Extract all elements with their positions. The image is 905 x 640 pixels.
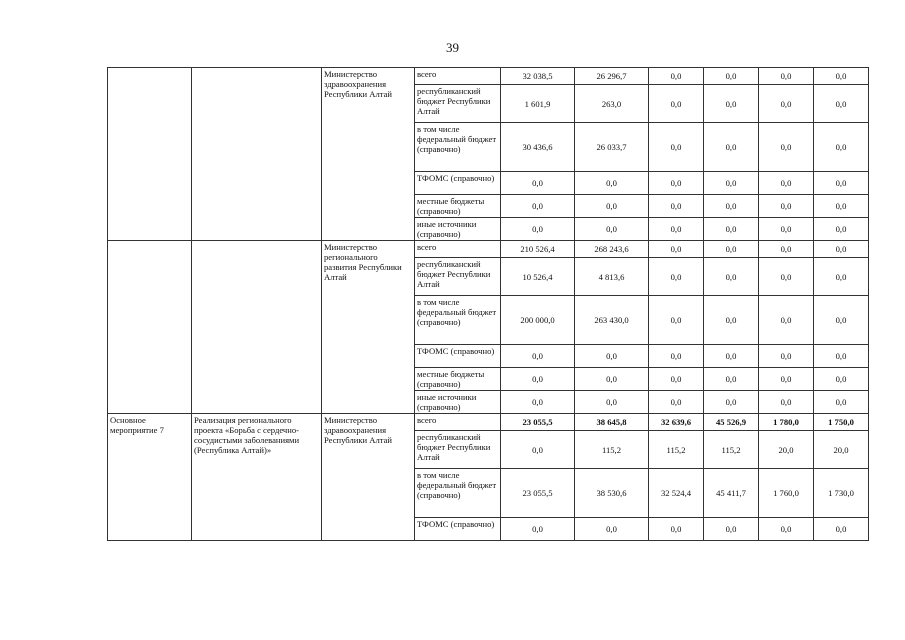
amount-cell: 0,0: [649, 258, 704, 296]
amount-cell: 0,0: [704, 518, 759, 541]
amount-cell: 45 526,9: [704, 414, 759, 431]
amount-cell: 0,0: [501, 391, 575, 414]
amount-cell: 0,0: [759, 85, 814, 123]
funding-source-cell: всего: [415, 414, 501, 431]
amount-cell: 4 813,6: [575, 258, 649, 296]
amount-cell: 0,0: [814, 195, 869, 218]
amount-cell: 0,0: [501, 518, 575, 541]
amount-cell: 0,0: [501, 368, 575, 391]
amount-cell: 0,0: [759, 195, 814, 218]
amount-cell: 1 760,0: [759, 469, 814, 518]
amount-cell: 0,0: [704, 195, 759, 218]
amount-cell: 0,0: [575, 518, 649, 541]
amount-cell: 0,0: [649, 296, 704, 345]
amount-cell: 23 055,5: [501, 414, 575, 431]
amount-cell: 0,0: [814, 258, 869, 296]
amount-cell: 30 436,6: [501, 123, 575, 172]
funding-source-cell: республиканский бюджет Республики Алтай: [415, 85, 501, 123]
funding-source-cell: всего: [415, 241, 501, 258]
amount-cell: 0,0: [649, 368, 704, 391]
main-measure-cell: [108, 68, 192, 241]
funding-source-cell: иные источники (справочно): [415, 391, 501, 414]
amount-cell: 0,0: [759, 123, 814, 172]
project-name-cell: Реализация регионального проекта «Борьба с сердечно-сосудистыми заболеваниями (Республика Алтай)»: [192, 414, 322, 541]
funding-source-cell: иные источники (справочно): [415, 218, 501, 241]
amount-cell: 26 033,7: [575, 123, 649, 172]
funding-source-cell: ТФОМС (справочно): [415, 518, 501, 541]
amount-cell: 0,0: [649, 518, 704, 541]
table-row: [108, 241, 869, 258]
amount-cell: 0,0: [814, 296, 869, 345]
executor-cell: Министерство здравоохранения Республики Алтай: [322, 414, 415, 541]
page-number: 39: [446, 40, 459, 55]
amount-cell: 0,0: [649, 123, 704, 172]
executor-cell: Министерство регионального развития Республики Алтай: [322, 241, 415, 414]
funding-source-cell: местные бюджеты (справочно): [415, 195, 501, 218]
executor-cell: Министерство здравоохранения Республики Алтай: [322, 68, 415, 241]
amount-cell: 38 645,8: [575, 414, 649, 431]
amount-cell: 32 038,5: [501, 68, 575, 85]
amount-cell: 0,0: [501, 345, 575, 368]
amount-cell: 0,0: [814, 368, 869, 391]
amount-cell: 115,2: [575, 431, 649, 469]
amount-cell: 0,0: [814, 345, 869, 368]
amount-cell: 0,0: [814, 391, 869, 414]
amount-cell: 0,0: [759, 172, 814, 195]
funding-source-cell: ТФОМС (справочно): [415, 345, 501, 368]
amount-cell: 0,0: [704, 172, 759, 195]
amount-cell: 1 780,0: [759, 414, 814, 431]
amount-cell: 0,0: [575, 195, 649, 218]
amount-cell: 0,0: [649, 195, 704, 218]
amount-cell: 0,0: [649, 391, 704, 414]
amount-cell: 26 296,7: [575, 68, 649, 85]
funding-source-cell: всего: [415, 68, 501, 85]
amount-cell: 23 055,5: [501, 469, 575, 518]
amount-cell: 0,0: [814, 68, 869, 85]
amount-cell: 263 430,0: [575, 296, 649, 345]
amount-cell: 0,0: [501, 172, 575, 195]
amount-cell: 10 526,4: [501, 258, 575, 296]
amount-cell: 0,0: [575, 218, 649, 241]
amount-cell: 0,0: [814, 241, 869, 258]
amount-cell: 0,0: [575, 172, 649, 195]
amount-cell: 0,0: [704, 345, 759, 368]
amount-cell: 0,0: [704, 68, 759, 85]
amount-cell: 0,0: [759, 296, 814, 345]
amount-cell: 0,0: [704, 258, 759, 296]
amount-cell: 0,0: [759, 391, 814, 414]
amount-cell: 0,0: [649, 345, 704, 368]
financing-table: [107, 67, 869, 541]
funding-source-cell: республиканский бюджет Республики Алтай: [415, 431, 501, 469]
amount-cell: 0,0: [649, 172, 704, 195]
amount-cell: 0,0: [759, 258, 814, 296]
amount-cell: 0,0: [501, 218, 575, 241]
amount-cell: 0,0: [759, 241, 814, 258]
amount-cell: 0,0: [704, 85, 759, 123]
amount-cell: 0,0: [814, 172, 869, 195]
amount-cell: 45 411,7: [704, 469, 759, 518]
amount-cell: 0,0: [759, 68, 814, 85]
amount-cell: 210 526,4: [501, 241, 575, 258]
amount-cell: 1 730,0: [814, 469, 869, 518]
amount-cell: 0,0: [575, 368, 649, 391]
amount-cell: 0,0: [704, 296, 759, 345]
table-body: [108, 68, 869, 541]
amount-cell: 0,0: [814, 123, 869, 172]
amount-cell: 0,0: [759, 368, 814, 391]
main-measure-cell: [108, 241, 192, 414]
amount-cell: 20,0: [759, 431, 814, 469]
amount-cell: 0,0: [575, 345, 649, 368]
amount-cell: 0,0: [649, 68, 704, 85]
amount-cell: 0,0: [649, 241, 704, 258]
funding-source-cell: республиканский бюджет Республики Алтай: [415, 258, 501, 296]
amount-cell: 115,2: [649, 431, 704, 469]
amount-cell: 0,0: [814, 85, 869, 123]
amount-cell: 0,0: [704, 391, 759, 414]
amount-cell: 32 639,6: [649, 414, 704, 431]
funding-source-cell: в том числе федеральный бюджет (справочно): [415, 469, 501, 518]
amount-cell: 200 000,0: [501, 296, 575, 345]
amount-cell: 0,0: [704, 241, 759, 258]
amount-cell: 38 530,6: [575, 469, 649, 518]
amount-cell: 1 750,0: [814, 414, 869, 431]
amount-cell: 0,0: [501, 195, 575, 218]
amount-cell: 0,0: [649, 85, 704, 123]
amount-cell: 263,0: [575, 85, 649, 123]
amount-cell: 0,0: [649, 218, 704, 241]
funding-source-cell: местные бюджеты (справочно): [415, 368, 501, 391]
table-row: [108, 68, 869, 85]
amount-cell: 0,0: [501, 431, 575, 469]
project-name-cell: [192, 68, 322, 241]
funding-source-cell: в том числе федеральный бюджет (справочно): [415, 296, 501, 345]
table-row: [108, 414, 869, 431]
main-measure-cell: Основное мероприятие 7: [108, 414, 192, 541]
funding-source-cell: ТФОМС (справочно): [415, 172, 501, 195]
amount-cell: 0,0: [704, 368, 759, 391]
amount-cell: 0,0: [814, 518, 869, 541]
funding-source-cell: в том числе федеральный бюджет (справочно): [415, 123, 501, 172]
amount-cell: 0,0: [704, 218, 759, 241]
amount-cell: 0,0: [759, 518, 814, 541]
amount-cell: 115,2: [704, 431, 759, 469]
amount-cell: 1 601,9: [501, 85, 575, 123]
project-name-cell: [192, 241, 322, 414]
amount-cell: 20,0: [814, 431, 869, 469]
amount-cell: 0,0: [814, 218, 869, 241]
amount-cell: 32 524,4: [649, 469, 704, 518]
amount-cell: 0,0: [759, 345, 814, 368]
amount-cell: 0,0: [759, 218, 814, 241]
amount-cell: 0,0: [704, 123, 759, 172]
amount-cell: 0,0: [575, 391, 649, 414]
amount-cell: 268 243,6: [575, 241, 649, 258]
